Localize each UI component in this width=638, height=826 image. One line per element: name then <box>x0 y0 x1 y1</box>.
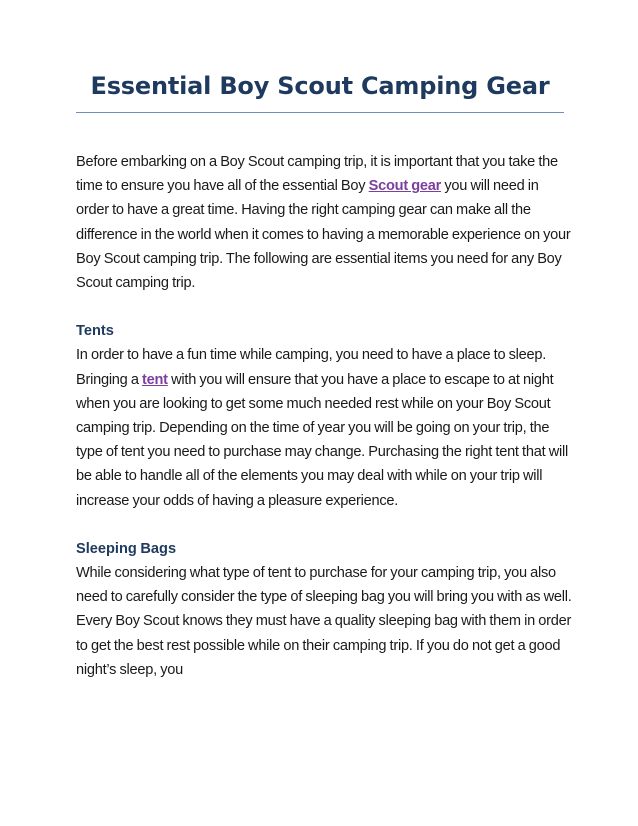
tents-text-2: with you will ensure that you have a place to escape to at night when you are looking to get some much needed rest while on your Boy Scout camping trip. Depending on the time of year you will be going on your trip, the type of tent you need to purchase may change. Purchasing the right tent that will be able to handle all of the elements you may deal with while on your trip will increase your odds of having a pleasure experience. <box>76 371 568 509</box>
tents-text-1: In order to have a fun time while camping, you need to have a place to sleep. Bringing a <box>76 347 547 388</box>
intro-paragraph <box>76 150 572 295</box>
intro-text-1: Before embarking on a Boy Scout camping trip, it is important that you take the time to ensure you have all of the essential Boy <box>76 154 558 195</box>
tents-heading: Tents <box>76 323 114 340</box>
document-body <box>76 150 572 706</box>
sleeping-bags-heading: Sleeping Bags <box>76 540 177 557</box>
sleeping-bags-paragraph: While considering what type of tent to purchase for your camping trip, you also need to carefully consider the type of sleeping bag you will bring you with as well. Every Boy Scout knows they must have a quality sleeping bag with them in order to get the best rest possible while on their camping trip. If you do not get a good night’s sleep, you <box>76 565 572 678</box>
page-title: Essential Boy Scout Camping Gear <box>90 72 550 100</box>
tents-paragraph <box>76 343 572 512</box>
tent-link[interactable]: tent <box>142 371 168 388</box>
scout-gear-link[interactable]: Scout gear <box>368 178 442 195</box>
intro-text-2: you will need in order to have a great time. Having the right camping gear can make all the difference in the world when it comes to having a memorable experience on your Boy Scout camping trip. The following are essential items you need for any Boy Scout camping trip. <box>76 178 571 292</box>
title-underline <box>76 112 564 113</box>
